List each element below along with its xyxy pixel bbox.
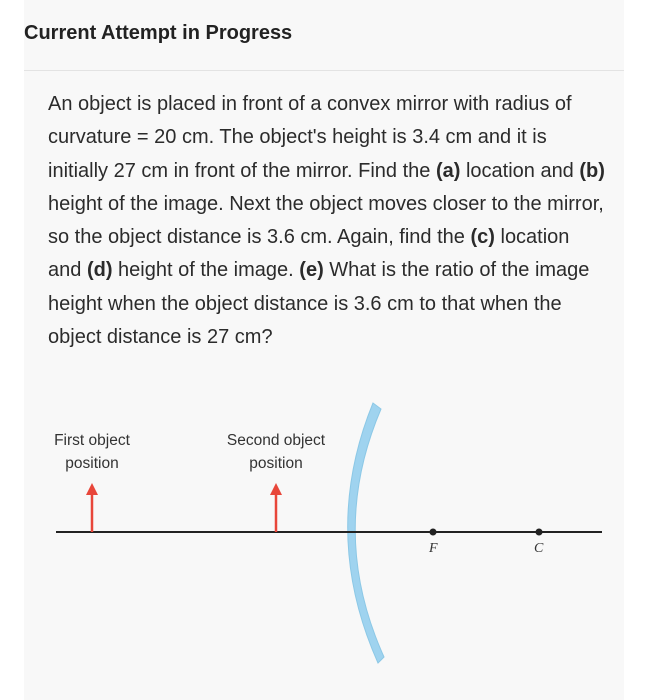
- part-e-label: (e): [299, 259, 324, 282]
- question-segment: What is the ratio of the image height when the object distance is 3.6 cm to that when the object distance is 27 cm?: [48, 259, 590, 349]
- question-text: [48, 88, 608, 354]
- second-object-label: [216, 429, 336, 475]
- focal-point-label: F: [429, 541, 438, 556]
- question-segment: location and: [460, 159, 580, 182]
- second-object-label-line2: position: [249, 455, 303, 472]
- part-a-label: (a): [435, 159, 461, 182]
- first-object-label-line1: First object: [54, 432, 130, 449]
- question-segment: height of the image. Next the object moves closer to the mirror, so the object distance is 3.6 cm. Again, find the: [48, 192, 604, 249]
- part-c-label: (c): [470, 226, 495, 249]
- focal-point-dot: [430, 529, 437, 536]
- first-object-arrow: [86, 483, 98, 532]
- mirror-diagram: [40, 395, 610, 675]
- question-segment: An object is placed in front of a convex mirror with radius of curvature = 20 cm. The object's height is 3.4 cm and it is initially 27 cm in front of the mirror. Find the: [48, 93, 572, 182]
- second-object-arrow: [270, 483, 282, 532]
- header-divider: [24, 70, 624, 71]
- first-object-label: [42, 429, 142, 475]
- question-segment: location and: [48, 226, 570, 282]
- page-title: Current Attempt in Progress: [24, 22, 293, 44]
- center-point-dot: [536, 529, 543, 536]
- center-point-label: C: [534, 541, 544, 556]
- first-object-label-line2: position: [65, 455, 119, 472]
- part-b-label: (b): [579, 159, 605, 182]
- second-object-label-line1: Second object: [226, 432, 326, 449]
- part-d-label: (d): [86, 259, 113, 282]
- question-segment: height of the image.: [112, 259, 300, 282]
